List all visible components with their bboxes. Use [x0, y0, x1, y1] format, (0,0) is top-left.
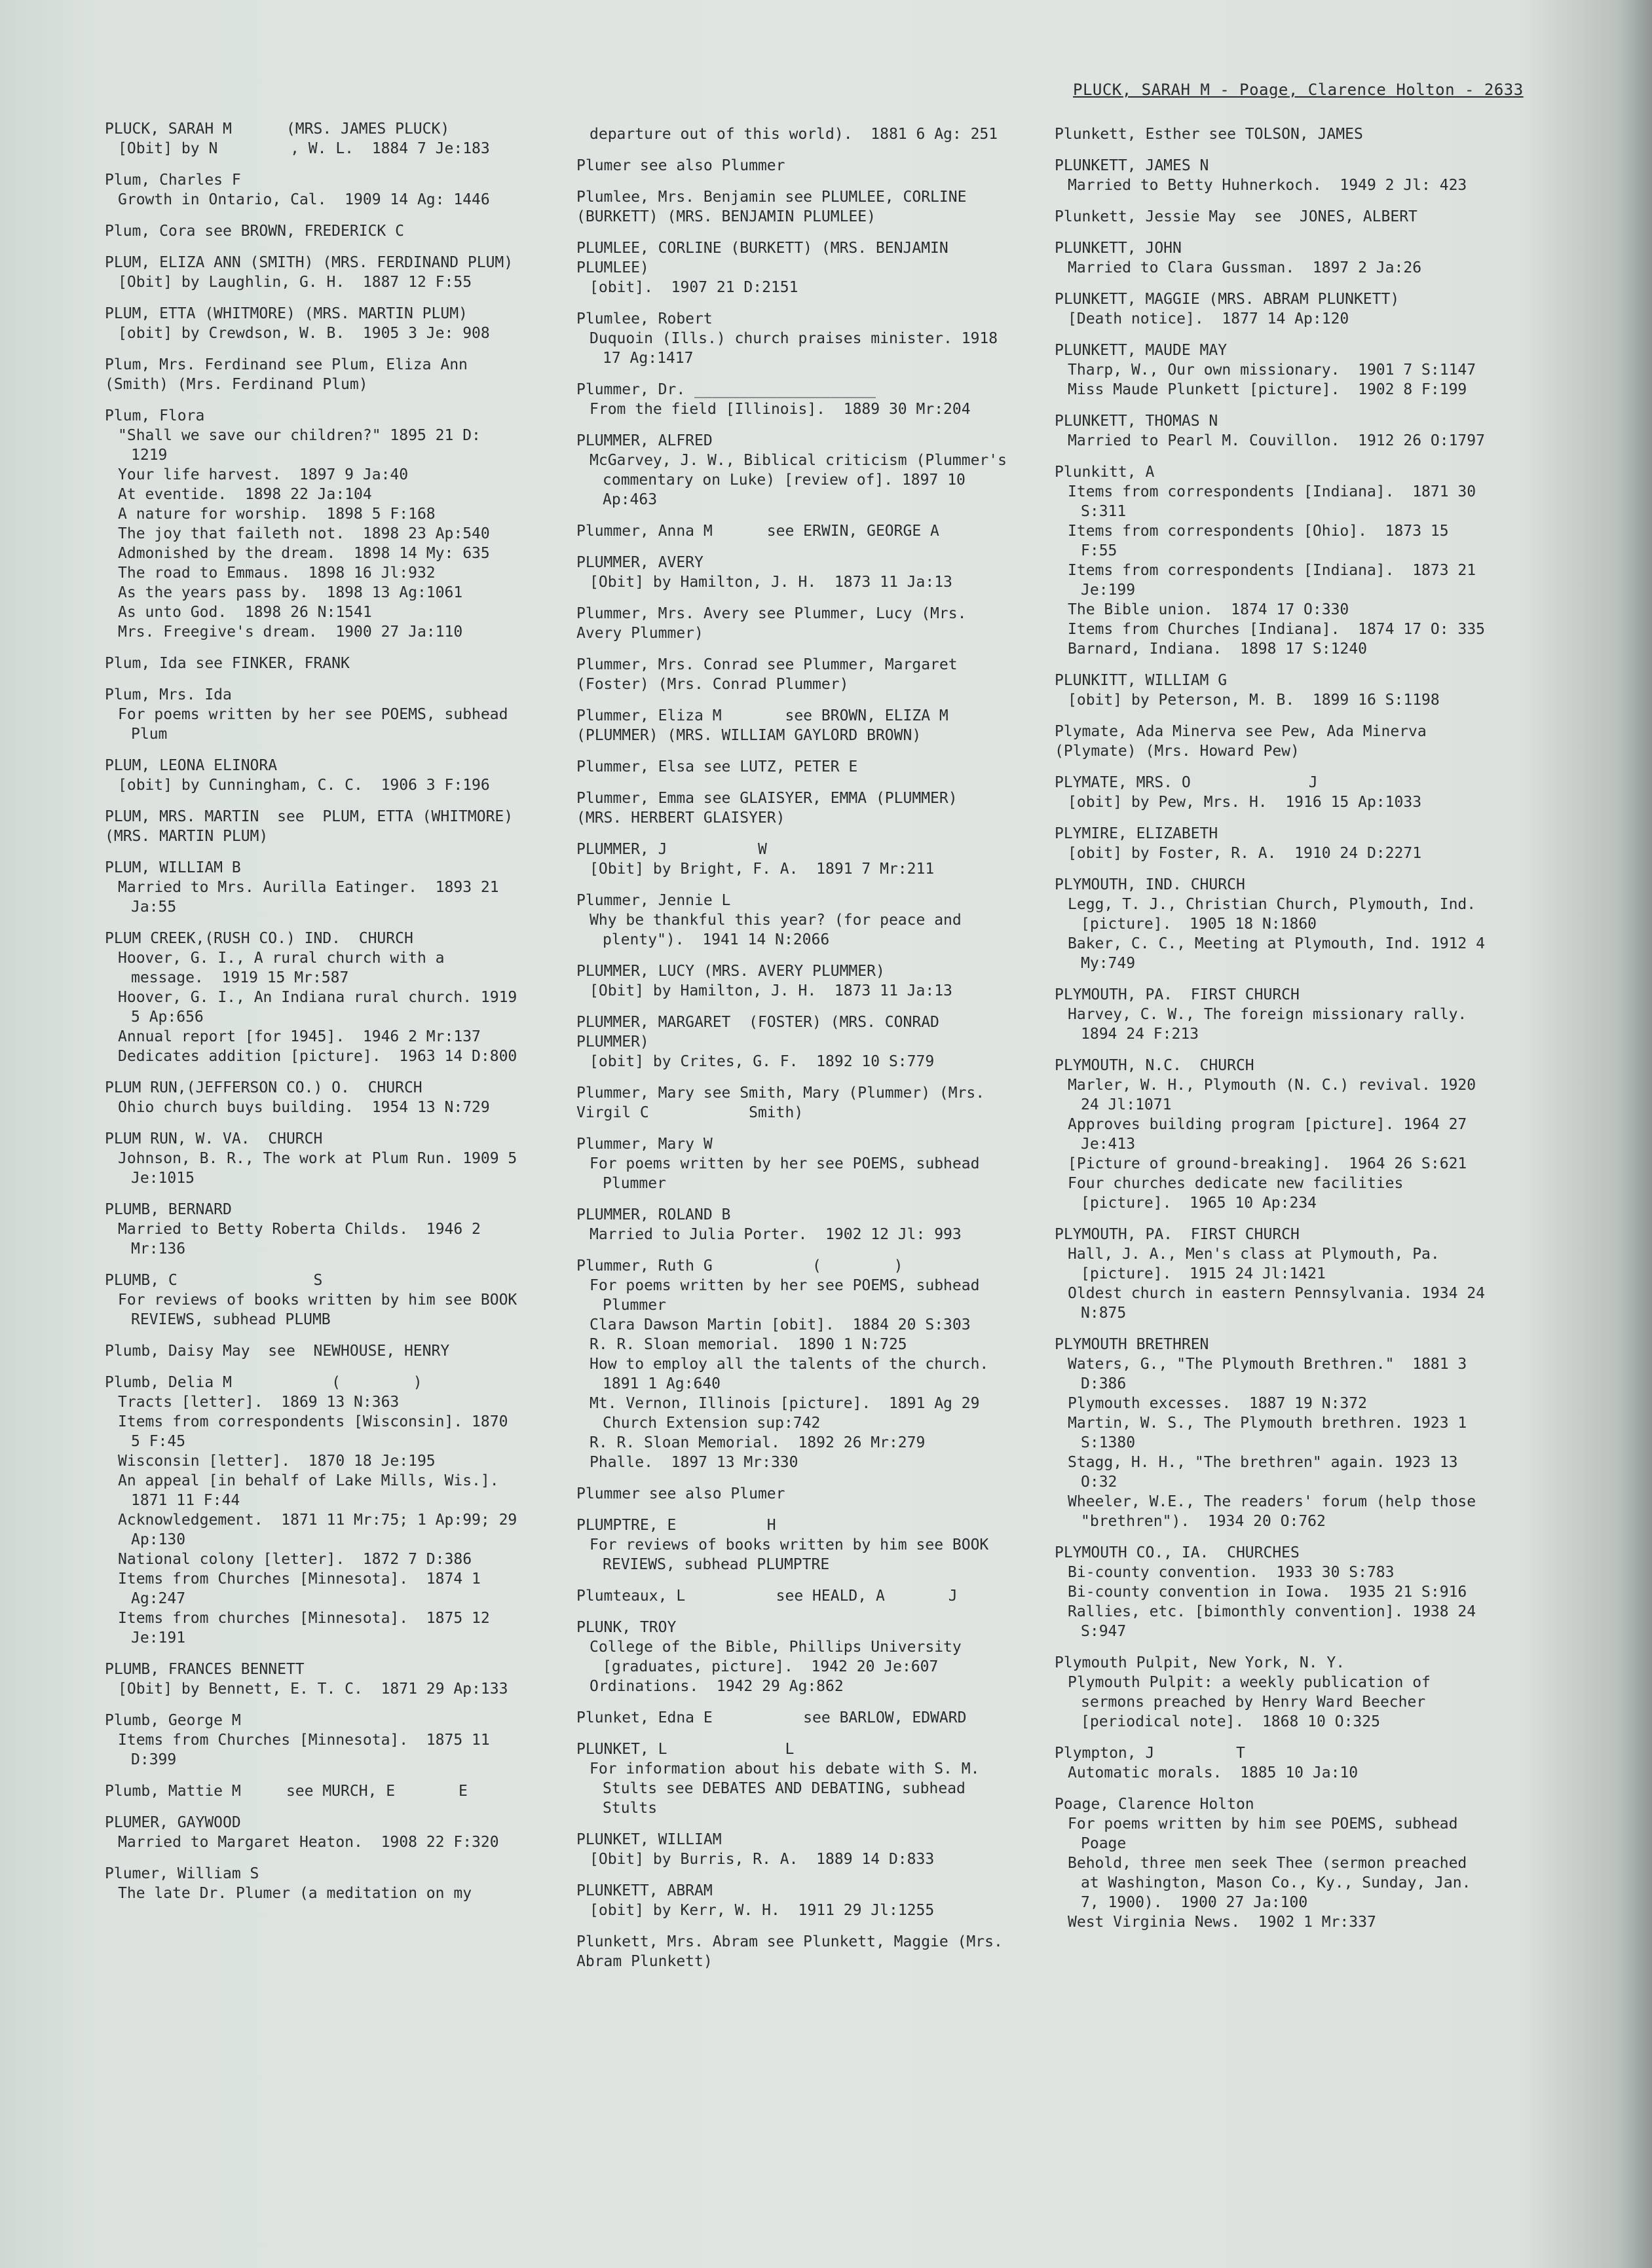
entry-citation: [Obit] by Burris, R. A. 1889 14 D:833	[590, 1851, 935, 1868]
entry-citation: Johnson, B. R., The work at Plum Run. 1909 5 Je:1015	[118, 1150, 527, 1187]
entry-heading: Plummer, Mrs. Conrad see Plummer, Margaret (Foster) (Mrs. Conrad Plummer)	[576, 656, 967, 693]
entry-citation: As the years pass by. 1898 13 Ag:1061	[118, 584, 463, 601]
index-entry	[1055, 341, 1487, 400]
index-entry	[576, 604, 1009, 643]
entry-heading: PLUNKETT, MAUDE MAY	[1055, 342, 1228, 359]
index-entry	[576, 156, 1009, 176]
entry-citation: Items from correspondents [Wisconsin]. 1870 5 F:45	[118, 1413, 517, 1450]
entry-heading: PLUMMER, ROLAND B	[576, 1206, 731, 1223]
index-entry	[105, 1660, 524, 1699]
column-1	[105, 119, 527, 1915]
index-entry	[576, 757, 1009, 777]
entry-citation: Items from correspondents [Indiana]. 1871 30 S:311	[1068, 483, 1485, 520]
entry-citation: From the field [Illinois]. 1889 30 Mr:204	[590, 401, 971, 418]
index-entry	[576, 1586, 1009, 1606]
entry-citation: Approves building program [picture]. 1964 27 Je:413	[1068, 1116, 1476, 1153]
entry-heading: Plum, Mrs. Ida	[105, 686, 232, 703]
entry-citation: R. R. Sloan Memorial. 1892 26 Mr:279	[590, 1434, 926, 1451]
page-header: PLUCK, SARAH M - Poage, Clarence Holton - 2633	[1073, 81, 1524, 99]
entry-heading: PLYMOUTH, PA. FIRST CHURCH	[1055, 986, 1300, 1003]
entry-citation: Dedicates addition [picture]. 1963 14 D:800	[118, 1048, 517, 1065]
index-entry	[1055, 722, 1487, 761]
index-entry	[1055, 238, 1487, 278]
entry-citation: For poems written by him see POEMS, subhead Poage	[1068, 1815, 1467, 1852]
entry-heading: PLYMOUTH, IND. CHURCH	[1055, 876, 1245, 893]
entry-citation: Bi-county convention in Iowa. 1935 21 S:916	[1068, 1584, 1467, 1601]
entry-heading: PLYMOUTH, N.C. CHURCH	[1055, 1057, 1254, 1074]
column-3	[1055, 124, 1494, 1944]
entry-heading: PLUM RUN,(JEFFERSON CO.) O. CHURCH	[105, 1079, 422, 1096]
entry-heading: PLUNKETT, JAMES N	[1055, 157, 1209, 174]
index-entry	[105, 304, 524, 343]
index-entry	[576, 309, 1009, 368]
entry-heading: Plummer see also Plumer	[576, 1485, 785, 1502]
entry-citation: R. R. Sloan memorial. 1890 1 N:725	[590, 1336, 907, 1353]
entry-citation: [Obit] by Laughlin, G. H. 1887 12 F:55	[118, 274, 472, 291]
entry-heading: Plum, Flora	[105, 407, 205, 424]
index-entry	[1055, 156, 1487, 195]
entry-citation: Hoover, G. I., An Indiana rural church. 1919 5 Ap:656	[118, 989, 527, 1026]
entry-heading: PLUMMER, AVERY	[576, 554, 704, 571]
entry-citation: For information about his debate with S. M. Stults see DEBATES AND DEBATING, subhead Stults	[590, 1760, 989, 1817]
index-entry	[105, 1864, 524, 1903]
index-entry	[1055, 1225, 1494, 1323]
entry-citation: [obit] by Kerr, W. H. 1911 29 Jl:1255	[590, 1902, 935, 1919]
entry-heading: PLUMB, FRANCES BENNETT	[105, 1661, 305, 1678]
index-entry	[576, 124, 1009, 144]
entry-citation: Plymouth Pulpit: a weekly publication of sermons preached by Henry Ward Beecher [periodical note]. 1868 10 O:325	[1068, 1674, 1440, 1730]
entry-citation: Married to Betty Huhnerkoch. 1949 2 Jl: 423	[1068, 177, 1467, 194]
index-entry	[576, 1881, 1009, 1920]
entry-heading: Plum, Ida see FINKER, FRANK	[105, 655, 350, 672]
entry-citation: West Virginia News. 1902 1 Mr:337	[1068, 1914, 1376, 1931]
index-entry	[576, 1515, 1009, 1574]
index-entry	[1055, 1056, 1487, 1213]
entry-heading: Plummer, Ruth G ( )	[576, 1257, 903, 1274]
entry-heading: PLUM, ELIZA ANN (SMITH) (MRS. FERDINAND PLUM)	[105, 254, 514, 271]
index-entry	[576, 380, 1009, 419]
index-entry	[576, 706, 1009, 745]
entry-heading: PLUMB, C S	[105, 1272, 323, 1289]
entry-citation: Mt. Vernon, Illinois [picture]. 1891 Ag 29 Church Extension sup:742	[590, 1395, 989, 1432]
index-entry	[105, 929, 527, 1066]
entry-heading: Plummer, Jennie L	[576, 892, 731, 909]
entry-citation: Items from correspondents [Indiana]. 1873 21 Je:199	[1068, 562, 1485, 599]
index-entry	[576, 655, 1009, 694]
entry-citation: The Bible union. 1874 17 O:330	[1068, 601, 1349, 618]
index-entry	[1055, 1743, 1487, 1783]
index-entry	[576, 1083, 1009, 1123]
index-entry	[105, 170, 524, 210]
entry-citation: Married to Mrs. Aurilla Eatinger. 1893 21 Ja:55	[118, 879, 508, 916]
entry-citation: The road to Emmaus. 1898 16 Jl:932	[118, 565, 436, 582]
entry-citation: Miss Maude Plunkett [picture]. 1902 8 F:199	[1068, 381, 1467, 398]
entry-citation: Annual report [for 1945]. 1946 2 Mr:137	[118, 1028, 481, 1045]
entry-heading: Plunkett, Esther see TOLSON, JAMES	[1055, 126, 1363, 143]
index-entry	[105, 119, 524, 158]
entry-citation: [Picture of ground-breaking]. 1964 26 S:621	[1068, 1155, 1467, 1172]
entry-citation: Married to Margaret Heaton. 1908 22 F:320	[118, 1834, 499, 1851]
entry-heading: PLUMER, GAYWOOD	[105, 1814, 241, 1831]
entry-heading: Plummer, Anna M see ERWIN, GEORGE A	[576, 523, 939, 540]
entry-heading: Plumer, William S	[105, 1865, 259, 1882]
entry-citation: Acknowledgement. 1871 11 Mr:75; 1 Ap:99; 29 Ap:130	[118, 1512, 527, 1548]
entry-citation: Four churches dedicate new facilities [picture]. 1965 10 Ap:234	[1068, 1175, 1413, 1212]
entry-citation: The late Dr. Plumer (a meditation on my	[118, 1885, 472, 1902]
entry-heading: PLUM, LEONA ELINORA	[105, 757, 278, 774]
entry-citation: For reviews of books written by him see BOOK REVIEWS, subhead PLUMPTRE	[590, 1536, 998, 1573]
entry-citation: [Obit] by Hamilton, J. H. 1873 11 Ja:13	[590, 982, 952, 999]
index-entry	[105, 1129, 527, 1188]
entry-citation: [Death notice]. 1877 14 Ap:120	[1068, 310, 1349, 327]
index-entry	[576, 1932, 1012, 1971]
entry-citation: For poems written by her see POEMS, subhead Plummer	[590, 1277, 989, 1314]
entry-heading: PLUNKITT, WILLIAM G	[1055, 672, 1228, 689]
index-entry	[105, 1271, 527, 1329]
entry-heading: PLUMMER, J W	[576, 841, 767, 858]
index-entry	[1055, 462, 1487, 659]
index-entry	[1055, 671, 1487, 710]
entry-heading: Plunkett, Mrs. Abram see Plunkett, Maggie (Mrs. Abram Plunkett)	[576, 1933, 1012, 1970]
index-entry	[105, 1711, 524, 1770]
entry-citation: Wheeler, W.E., The readers' forum (help those "brethren"). 1934 20 O:762	[1068, 1493, 1485, 1530]
entry-heading: PLUNKET, WILLIAM	[576, 1831, 722, 1848]
index-entry	[576, 1708, 1009, 1728]
index-entry	[576, 840, 1009, 879]
entry-heading: Plymate, Ada Minerva see Pew, Ada Minerva (Plymate) (Mrs. Howard Pew)	[1055, 723, 1436, 760]
entry-citation: Items from Churches [Indiana]. 1874 17 O: 335	[1068, 621, 1485, 638]
entry-citation: Duquoin (Ills.) church praises minister. 1918 17 Ag:1417	[590, 330, 1007, 367]
index-entry	[1055, 773, 1487, 812]
entry-citation: Your life harvest. 1897 9 Ja:40	[118, 466, 409, 483]
index-entry	[105, 858, 524, 917]
entry-citation: Items from Churches [Minnesota]. 1874 1 Ag:247	[118, 1571, 490, 1607]
index-entry	[576, 187, 1009, 227]
index-entry	[105, 1813, 524, 1852]
entry-citation: Married to Julia Porter. 1902 12 Jl: 993	[590, 1226, 962, 1243]
entry-citation: [obit] by Peterson, M. B. 1899 16 S:1198	[1068, 692, 1440, 709]
entry-citation: Phalle. 1897 13 Mr:330	[590, 1454, 798, 1471]
index-entry	[576, 1134, 1009, 1193]
entry-citation: [obit] by Foster, R. A. 1910 24 D:2271	[1068, 845, 1422, 862]
entry-heading: PLYMOUTH BRETHREN	[1055, 1336, 1209, 1353]
entry-citation: [Obit] by N , W. L. 1884 7 Je:183	[118, 140, 490, 157]
entry-citation: departure out of this world). 1881 6 Ag: 251	[590, 126, 998, 143]
index-entry	[576, 1013, 1009, 1071]
entry-heading: Plumlee, Robert	[576, 310, 713, 327]
index-entry	[576, 1484, 1009, 1504]
entry-citation: Baker, C. C., Meeting at Plymouth, Ind. 1912 4 My:749	[1068, 935, 1494, 972]
entry-heading: Plunket, Edna E see BARLOW, EDWARD	[576, 1709, 967, 1726]
entry-heading: Plum, Mrs. Ferdinand see Plum, Eliza Ann (Smith) (Mrs. Ferdinand Plum)	[105, 356, 477, 393]
entry-heading: PLUNKETT, MAGGIE (MRS. ABRAM PLUNKETT)	[1055, 291, 1400, 308]
index-entry	[1055, 1335, 1487, 1531]
index-entry	[105, 756, 524, 795]
entry-heading: Plumer see also Plummer	[576, 157, 785, 174]
entry-citation: [obit]. 1907 21 D:2151	[590, 279, 798, 296]
entry-citation: For poems written by her see POEMS, subhead Plummer	[590, 1155, 989, 1192]
entry-citation: [Obit] by Bright, F. A. 1891 7 Mr:211	[590, 861, 935, 878]
entry-heading: PLUNKETT, THOMAS N	[1055, 413, 1218, 430]
index-entry	[105, 1078, 524, 1117]
entry-heading: PLUM, MRS. MARTIN see PLUM, ETTA (WHITMORE) (MRS. MARTIN PLUM)	[105, 808, 522, 845]
entry-citation: Clara Dawson Martin [obit]. 1884 20 S:303	[590, 1316, 971, 1333]
index-entry	[1055, 1794, 1487, 1932]
index-entry	[105, 1373, 527, 1648]
entry-heading: Plumb, Delia M ( )	[105, 1374, 422, 1391]
entry-heading: Plumb, Daisy May see NEWHOUSE, HENRY	[105, 1343, 450, 1360]
index-entry	[105, 253, 524, 292]
entry-heading: PLYMIRE, ELIZABETH	[1055, 825, 1218, 842]
entry-heading: PLUMLEE, CORLINE (BURKETT) (MRS. BENJAMIN PLUMLEE)	[576, 240, 958, 276]
entry-citation: At eventide. 1898 22 Ja:104	[118, 486, 372, 503]
entry-citation: Barnard, Indiana. 1898 17 S:1240	[1068, 641, 1367, 658]
entry-heading: PLUMMER, LUCY (MRS. AVERY PLUMMER)	[576, 963, 885, 980]
entry-heading: PLUNKET, L L	[576, 1741, 795, 1758]
entry-citation: Hoover, G. I., A rural church with a message. 1919 15 Mr:587	[118, 950, 454, 986]
index-entry	[105, 807, 524, 846]
index-entry	[1055, 1543, 1487, 1641]
entry-citation: For poems written by her see POEMS, subhead Plum	[118, 706, 517, 743]
index-entry	[105, 1341, 524, 1361]
index-entry	[576, 1205, 1009, 1244]
entry-citation: "Shall we save our children?" 1895 21 D: 1219	[118, 427, 490, 464]
entry-citation: The joy that faileth not. 1898 23 Ap:540	[118, 525, 490, 542]
entry-citation: Admonished by the dream. 1898 14 My: 635	[118, 545, 490, 562]
entry-heading: Plympton, J T	[1055, 1745, 1245, 1762]
entry-citation: Oldest church in eastern Pennsylvania. 1934 24 N:875	[1068, 1285, 1494, 1322]
entry-citation: Tharp, W., Our own missionary. 1901 7 S:1147	[1068, 362, 1476, 379]
entry-citation: Married to Clara Gussman. 1897 2 Ja:26	[1068, 259, 1422, 276]
index-entry	[105, 685, 524, 744]
entry-heading: PLUMB, BERNARD	[105, 1201, 232, 1218]
index-entry	[576, 961, 1009, 1001]
index-entry	[105, 221, 524, 241]
entry-heading: PLUNKETT, ABRAM	[576, 1882, 713, 1899]
index-entry	[1055, 289, 1487, 329]
index-entry	[105, 1200, 524, 1259]
entry-citation: [obit] by Crites, G. F. 1892 10 S:779	[590, 1053, 935, 1070]
entry-citation: [obit] by Cunningham, C. C. 1906 3 F:196	[118, 777, 490, 794]
entry-citation: Growth in Ontario, Cal. 1909 14 Ag: 1446	[118, 191, 490, 208]
entry-citation: Ordinations. 1942 29 Ag:862	[590, 1678, 844, 1695]
entry-citation: Legg, T. J., Christian Church, Plymouth, Ind. [picture]. 1905 18 N:1860	[1068, 896, 1485, 933]
entry-heading: PLUNK, TROY	[576, 1619, 677, 1636]
index-entry	[576, 1256, 1009, 1472]
entry-heading: PLUM, WILLIAM B	[105, 859, 241, 876]
entry-citation: An appeal [in behalf of Lake Mills, Wis.]. 1871 11 F:44	[118, 1472, 508, 1509]
index-entry	[105, 654, 524, 673]
entry-citation: Harvey, C. W., The foreign missionary rally. 1894 24 F:213	[1068, 1006, 1485, 1043]
entry-heading: PLUMMER, ALFRED	[576, 432, 713, 449]
entry-citation: Bi-county convention. 1933 30 S:783	[1068, 1564, 1395, 1581]
entry-citation: Married to Pearl M. Couvillon. 1912 26 O:1797	[1068, 432, 1485, 449]
index-entry	[1055, 824, 1487, 863]
entry-citation: Behold, three men seek Thee (sermon preached at Washington, Mason Co., Ky., Sunday, Jan. 7, 1900). 1900 27 Ja:100	[1068, 1855, 1480, 1911]
entry-citation: Tracts [letter]. 1869 13 N:363	[118, 1394, 400, 1411]
entry-heading: Plunkitt, A	[1055, 464, 1155, 481]
entry-citation: [Obit] by Hamilton, J. H. 1873 11 Ja:13	[590, 574, 952, 591]
column-2	[576, 124, 1016, 1983]
entry-citation: Hall, J. A., Men's class at Plymouth, Pa. [picture]. 1915 24 Jl:1421	[1068, 1246, 1449, 1282]
entry-heading: Plumteaux, L see HEALD, A J	[576, 1588, 958, 1605]
entry-citation: College of the Bible, Phillips University [graduates, picture]. 1942 20 Je:607	[590, 1639, 971, 1675]
index-entry	[1055, 985, 1487, 1044]
index-entry	[105, 406, 524, 642]
entry-heading: PLUM, ETTA (WHITMORE) (MRS. MARTIN PLUM)	[105, 305, 468, 322]
index-entry	[1055, 207, 1487, 227]
entry-citation: How to employ all the talents of the church. 1891 1 Ag:640	[590, 1356, 1007, 1392]
entry-citation: McGarvey, J. W., Biblical criticism (Plummer's commentary on Luke) [review of]. 1897 10 Ap:463	[590, 452, 1016, 508]
entry-heading: Plummer, Mrs. Avery see Plummer, Lucy (Mrs. Avery Plummer)	[576, 605, 976, 642]
entry-heading: Plummer, Elsa see LUTZ, PETER E	[576, 758, 858, 775]
entry-heading: Plummer, Mary see Smith, Mary (Plummer) (Mrs. Virgil C Smith)	[576, 1085, 994, 1121]
index-entry	[576, 789, 1009, 828]
entry-citation: Ohio church buys building. 1954 13 N:729	[118, 1099, 490, 1116]
index-entry	[576, 1830, 1009, 1869]
entry-citation: Rallies, etc. [bimonthly convention]. 1938 24 S:947	[1068, 1603, 1485, 1640]
entry-heading: PLUNKETT, JOHN	[1055, 240, 1182, 257]
entry-citation: For reviews of books written by him see BOOK REVIEWS, subhead PLUMB	[118, 1292, 527, 1328]
entry-heading: Plumb, George M	[105, 1712, 241, 1729]
entry-citation: [obit] by Pew, Mrs. H. 1916 15 Ap:1033	[1068, 794, 1422, 811]
entry-heading: Plummer, Dr. ____________________	[576, 381, 876, 398]
entry-heading: Plymouth Pulpit, New York, N. Y.	[1055, 1654, 1345, 1671]
index-entry	[576, 431, 1016, 510]
entry-citation: Wisconsin [letter]. 1870 18 Je:195	[118, 1453, 436, 1470]
entry-citation: Automatic morals. 1885 10 Ja:10	[1068, 1764, 1359, 1781]
index-entry	[576, 1618, 1009, 1696]
entry-heading: Plumb, Mattie M see MURCH, E E	[105, 1783, 468, 1800]
entry-heading: PLUM RUN, W. VA. CHURCH	[105, 1130, 323, 1147]
entry-heading: PLUCK, SARAH M (MRS. JAMES PLUCK)	[105, 121, 450, 138]
index-entry	[105, 355, 524, 394]
index-entry	[576, 521, 1009, 541]
entry-citation: As unto God. 1898 26 N:1541	[118, 604, 372, 621]
entry-citation: Martin, W. S., The Plymouth brethren. 1923 1 S:1380	[1068, 1415, 1476, 1451]
entry-citation: Waters, G., "The Plymouth Brethren." 1881 3 D:386	[1068, 1356, 1476, 1392]
entry-heading: Plum, Cora see BROWN, FREDERICK C	[105, 223, 404, 240]
entry-heading: Plummer, Eliza M see BROWN, ELIZA M (PLUMMER) (MRS. WILLIAM GAYLORD BROWN)	[576, 707, 958, 744]
index-entry	[576, 891, 1009, 950]
entry-heading: Plummer, Emma see GLAISYER, EMMA (PLUMMER) (MRS. HERBERT GLAISYER)	[576, 790, 967, 827]
entry-heading: Poage, Clarence Holton	[1055, 1796, 1254, 1813]
entry-citation: [obit] by Crewdson, W. B. 1905 3 Je: 908	[118, 325, 490, 342]
entry-heading: Plummer, Mary W	[576, 1136, 713, 1153]
entry-heading: PLYMATE, MRS. O J	[1055, 774, 1318, 791]
index-entry	[576, 238, 1009, 297]
index-entry	[1055, 411, 1487, 451]
entry-citation: [Obit] by Bennett, E. T. C. 1871 29 Ap:133	[118, 1681, 508, 1698]
entry-heading: Plunkett, Jessie May see JONES, ALBERT	[1055, 208, 1417, 225]
index-entry	[1055, 1653, 1487, 1732]
entry-citation: Stagg, H. H., "The brethren" again. 1923 13 O:32	[1068, 1454, 1467, 1491]
entry-citation: Why be thankful this year? (for peace and plenty"). 1941 14 N:2066	[590, 912, 971, 948]
entry-citation: Marler, W. H., Plymouth (N. C.) revival. 1920 24 Jl:1071	[1068, 1077, 1485, 1113]
entry-citation: National colony [letter]. 1872 7 D:386	[118, 1551, 472, 1568]
entry-citation: Mrs. Freegive's dream. 1900 27 Ja:110	[118, 623, 463, 641]
entry-citation: Married to Betty Roberta Childs. 1946 2 Mr:136	[118, 1221, 490, 1257]
index-entry	[576, 1739, 1009, 1818]
entry-citation: Plymouth excesses. 1887 19 N:372	[1068, 1395, 1367, 1412]
entry-heading: Plumlee, Mrs. Benjamin see PLUMLEE, CORLINE (BURKETT) (MRS. BENJAMIN PLUMLEE)	[576, 189, 976, 225]
entry-citation: Items from correspondents [Ohio]. 1873 15 F:55	[1068, 523, 1458, 559]
entry-citation: A nature for worship. 1898 5 F:168	[118, 506, 436, 523]
entry-heading: PLUMPTRE, E H	[576, 1517, 776, 1534]
entry-citation: Items from churches [Minnesota]. 1875 12 Je:191	[118, 1610, 499, 1646]
index-entry	[1055, 124, 1487, 144]
entry-citation: Items from Churches [Minnesota]. 1875 11 D:399	[118, 1732, 499, 1768]
index-entry	[576, 553, 1009, 592]
entry-heading: PLYMOUTH, PA. FIRST CHURCH	[1055, 1226, 1300, 1243]
index-entry	[1055, 875, 1494, 973]
entry-heading: Plum, Charles F	[105, 172, 241, 189]
entry-heading: PLYMOUTH CO., IA. CHURCHES	[1055, 1544, 1300, 1561]
entry-heading: PLUM CREEK,(RUSH CO.) IND. CHURCH	[105, 930, 413, 947]
index-entry	[105, 1781, 524, 1801]
entry-heading: PLUMMER, MARGARET (FOSTER) (MRS. CONRAD PLUMMER)	[576, 1014, 948, 1050]
